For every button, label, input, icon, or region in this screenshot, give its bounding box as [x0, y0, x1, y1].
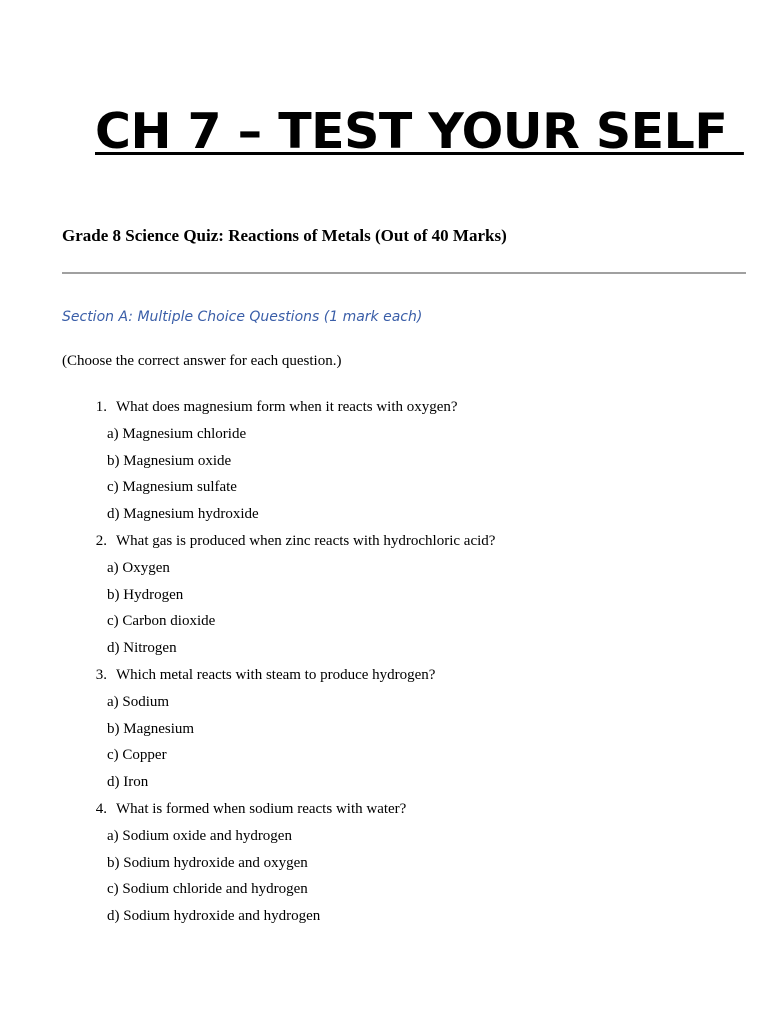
answer-option: a) Magnesium chloride [107, 425, 247, 442]
question-number [62, 796, 107, 823]
question-number-label: 4. [95, 800, 107, 817]
answer-option: c) Carbon dioxide [107, 613, 216, 630]
answer-option: a) Sodium [107, 693, 170, 710]
quiz-subtitle: Grade 8 Science Quiz: Reactions of Metals (Out of 40 Marks) [62, 226, 507, 245]
answer-option: a) Sodium oxide and hydrogen [107, 827, 292, 844]
question-item [62, 394, 742, 528]
question-number [62, 394, 107, 421]
answer-option: d) Nitrogen [107, 640, 177, 657]
question-text: Which metal reacts with steam to produce hydrogen? [116, 666, 436, 683]
question-text: What is formed when sodium reacts with water? [116, 800, 407, 817]
instructions-text: (Choose the correct answer for each question.) [62, 353, 342, 369]
page-title: CH 7 – TEST YOUR SELF [95, 103, 744, 160]
question-list [62, 394, 742, 930]
question-number [62, 662, 107, 689]
answer-option: c) Sodium chloride and hydrogen [107, 881, 308, 898]
answer-option: d) Iron [107, 774, 149, 791]
question-text: What does magnesium form when it reacts with oxygen? [116, 399, 458, 415]
question-item [62, 662, 742, 796]
option-list [62, 823, 742, 930]
horizontal-divider [62, 272, 746, 274]
question-number-label: 3. [95, 666, 107, 683]
option-list [62, 555, 742, 662]
answer-option: b) Magnesium oxide [107, 452, 232, 469]
answer-option: b) Magnesium [107, 720, 195, 737]
question-item [62, 528, 742, 662]
section-a-heading: Section A: Multiple Choice Questions (1 mark each) [62, 309, 423, 325]
answer-option: d) Sodium hydroxide and hydrogen [107, 908, 321, 925]
answer-option: d) Magnesium hydroxide [107, 506, 259, 523]
answer-option: a) Oxygen [107, 559, 170, 576]
question-item [62, 796, 742, 930]
question-number-label: 2. [95, 532, 107, 549]
answer-option: b) Sodium hydroxide and oxygen [107, 854, 308, 871]
option-list [62, 689, 742, 796]
option-list [62, 421, 742, 528]
question-text: What gas is produced when zinc reacts with hydrochloric acid? [116, 532, 496, 549]
answer-option: c) Copper [107, 747, 167, 764]
answer-option: c) Magnesium sulfate [107, 479, 237, 496]
question-number [62, 528, 107, 555]
question-number-label: 1. [95, 399, 107, 415]
answer-option: b) Hydrogen [107, 586, 184, 603]
